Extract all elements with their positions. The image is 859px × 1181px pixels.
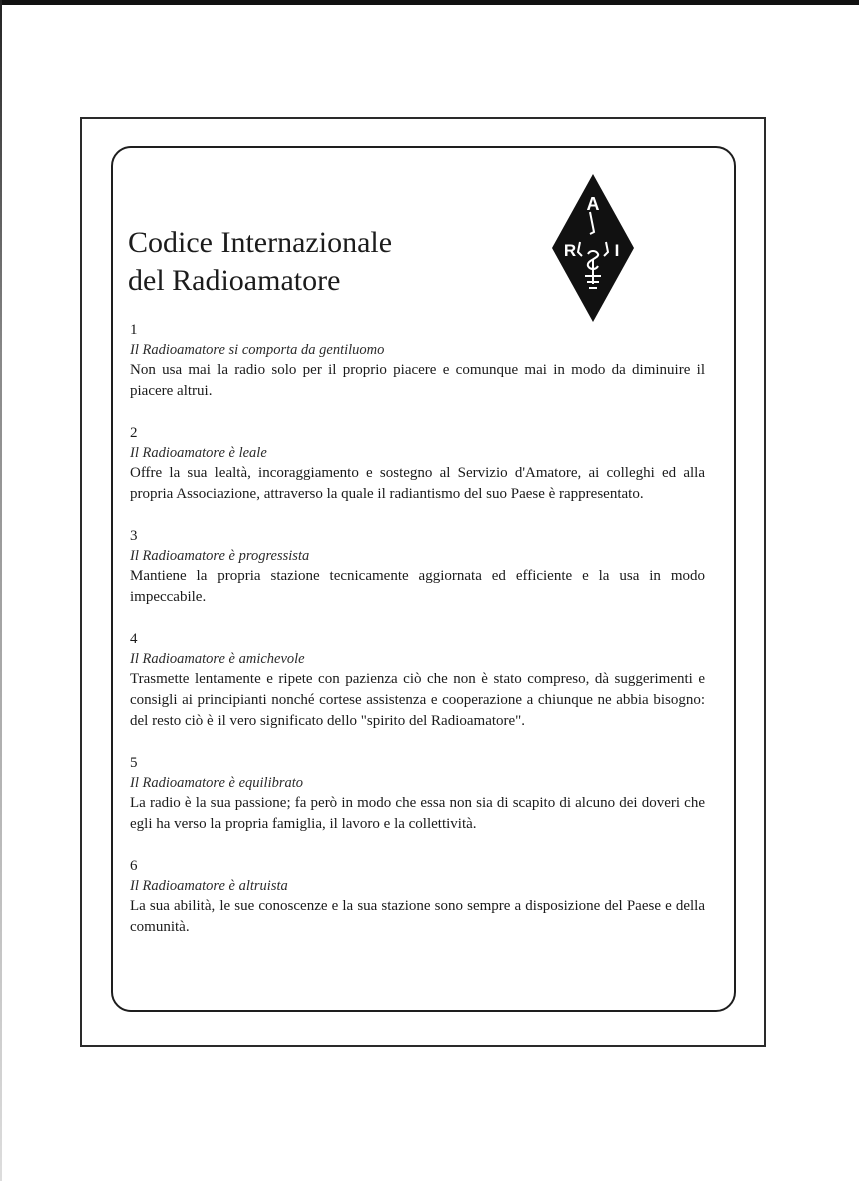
article [130,753,705,835]
article [130,423,705,505]
article-body: Trasmette lentamente e ripete con pazienza ciò che non è stato compreso, dà suggerimenti e consigli ai principianti nonché cortese assistenza e cooperazione a chiunque ne abbia bisogno: del resto ciò è il vero significato dello "spirito del Radioamatore". [130,671,705,729]
articles-list [130,320,705,959]
article-body: La radio è la sua passione; fa però in modo che essa non sia di scapito di alcuno dei doveri che egli ha verso la propria famiglia, il lavoro e la collettività. [130,795,705,832]
article-heading: Il Radioamatore è leale [130,445,267,461]
article-body: Offre la sua lealtà, incoraggiamento e sostegno al Servizio d'Amatore, ai colleghi ed alla propria Associazione, attraverso la quale il radiantismo del suo Paese è rappresentato. [130,465,705,502]
logo-letter-a: A [586,194,600,214]
article-body: La sua abilità, le sue conoscenze e la sua stazione sono sempre a disposizione del Paese e della comunità. [130,898,705,935]
article-heading: Il Radioamatore è equilibrato [130,775,304,791]
article-heading: Il Radioamatore è altruista [130,878,288,894]
article [130,320,705,402]
article-number: 1 [130,322,138,338]
ari-diamond-logo-icon [550,172,636,324]
article-body: Mantiene la propria stazione tecnicamente aggiornata ed efficiente e la usa in modo impeccabile. [130,568,705,605]
title-line-1: Codice Internazionale [128,226,393,259]
scan-top-edge [0,0,859,5]
logo-letter-r: R [563,241,577,260]
article-number: 3 [130,528,138,544]
title-line-2: del Radioamatore [128,264,341,297]
article [130,856,705,938]
article-number: 6 [130,858,138,874]
logo-letter-i: I [614,241,620,260]
article [130,629,705,732]
article-number: 4 [130,631,138,647]
article-heading: Il Radioamatore è progressista [130,548,310,564]
article-heading: Il Radioamatore è amichevole [130,651,305,667]
scan-left-edge [0,0,2,1181]
article-body: Non usa mai la radio solo per il proprio piacere e comunque mai in modo da diminuire il piacere altrui. [130,362,705,399]
article-number: 2 [130,425,138,441]
article-number: 5 [130,755,138,771]
article-heading: Il Radioamatore si comporta da gentiluomo [130,342,385,358]
article [130,526,705,608]
page-title [128,224,392,300]
